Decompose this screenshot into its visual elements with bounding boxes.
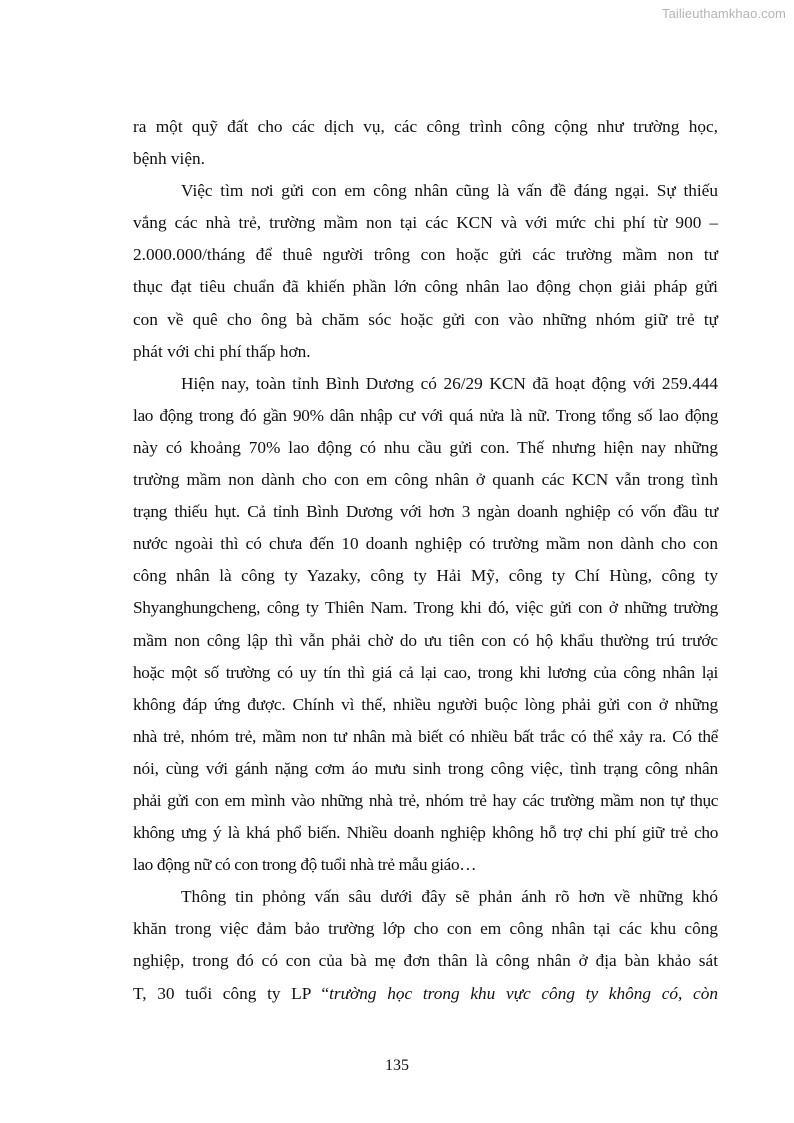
text-line: 2.000.000/tháng để thuê người trông con hoặc gửi các trường mầm non tư	[133, 245, 718, 265]
paragraph-1	[133, 111, 718, 175]
text-line: hoặc một số trường có uy tín thì giá cả lại cao, trong khi lương của công nhân lại	[133, 662, 718, 682]
text-line: khăn trong việc đảm bảo trường lớp cho con em công nhân tại các khu công	[133, 919, 718, 939]
text-line: trạng thiếu hụt. Cả tỉnh Bình Dương với hơn 3 ngàn doanh nghiệp có vốn đầu tư	[133, 502, 718, 522]
text-line: nghiệp, trong đó có con của bà mẹ đơn thân là công nhân ở địa bàn khảo sát	[133, 951, 718, 971]
text-line: nhà trẻ, nhóm trẻ, mầm non tư nhân mà biết có nhiều bất trắc có thể xảy ra. Có thể	[133, 726, 718, 746]
paragraph-4	[133, 881, 718, 1009]
document-body	[133, 111, 718, 1010]
text-line: không đáp ứng được. Chính vì thế, nhiều người buộc lòng phải gửi con ở những	[133, 694, 718, 714]
text-line: nói, cùng với gánh nặng cơm áo mưu sinh trong công việc, tình trạng công nhân	[133, 758, 718, 778]
watermark-text: Tailieuthamkhao.com	[661, 6, 786, 21]
text-line: nước ngoài thì có chưa đến 10 doanh nghiệp có trường mầm non dành cho con	[133, 534, 718, 554]
page-number: 135	[385, 1057, 409, 1074]
text-line: phát với chi phí thấp hơn.	[133, 341, 311, 361]
text-line: lao động nữ có con trong độ tuổi nhà trẻ mẫu giáo…	[133, 855, 477, 875]
text-line: không ưng ý là khá phổ biến. Nhiều doanh nghiệp không hỗ trợ chi phí giữ trẻ cho	[133, 823, 718, 843]
quote-lead-in: T, 30 tuổi công ty LP “	[133, 983, 330, 1003]
text-line-with-quote	[133, 978, 718, 1010]
text-line: trường mầm non dành cho con em công nhân ở quanh các KCN vẫn trong tình	[133, 470, 718, 490]
text-line: Thông tin phỏng vấn sâu dưới đây sẽ phản ánh rõ hơn về những khó	[181, 887, 718, 907]
text-line: vắng các nhà trẻ, trường mầm non tại các KCN và với mức chi phí từ 900 –	[133, 213, 718, 233]
paragraph-2	[133, 175, 718, 368]
text-line: thục đạt tiêu chuẩn đã khiến phần lớn công nhân lao động chọn giải pháp gửi	[133, 277, 718, 297]
text-line: Hiện nay, toàn tỉnh Bình Dương có 26/29 KCN đã hoạt động với 259.444	[181, 373, 718, 393]
text-line: công nhân là công ty Yazaky, công ty Hải Mỹ, công ty Chí Hùng, công ty	[133, 566, 718, 586]
text-line: này có khoảng 70% lao động có nhu cầu gửi con. Thế nhưng hiện nay những	[133, 437, 718, 457]
paragraph-3	[133, 368, 718, 882]
text-line: ra một quỹ đất cho các dịch vụ, các công trình công cộng như trường học,	[133, 117, 718, 136]
text-line: con về quê cho ông bà chăm sóc hoặc gửi con vào những nhóm giữ trẻ tự	[133, 309, 718, 329]
text-line: mầm non công lập thì vẫn phải chờ do ưu tiên con có hộ khẩu thường trú trước	[133, 630, 718, 650]
text-line: lao động trong đó gần 90% dân nhập cư với quá nửa là nữ. Trong tổng số lao động	[133, 405, 718, 425]
text-line: Việc tìm nơi gửi con em công nhân cũng là vấn đề đáng ngại. Sự thiếu	[181, 181, 718, 201]
interview-quote: trường học trong khu vực công ty không có, còn	[329, 983, 718, 1003]
text-line: phải gửi con em mình vào những nhà trẻ, nhóm trẻ hay các trường mầm non tự thục	[133, 790, 718, 810]
text-line: bệnh viện.	[133, 149, 205, 169]
text-line: Shyanghungcheng, công ty Thiên Nam. Trong khi đó, việc gửi con ở những trường	[133, 598, 718, 618]
